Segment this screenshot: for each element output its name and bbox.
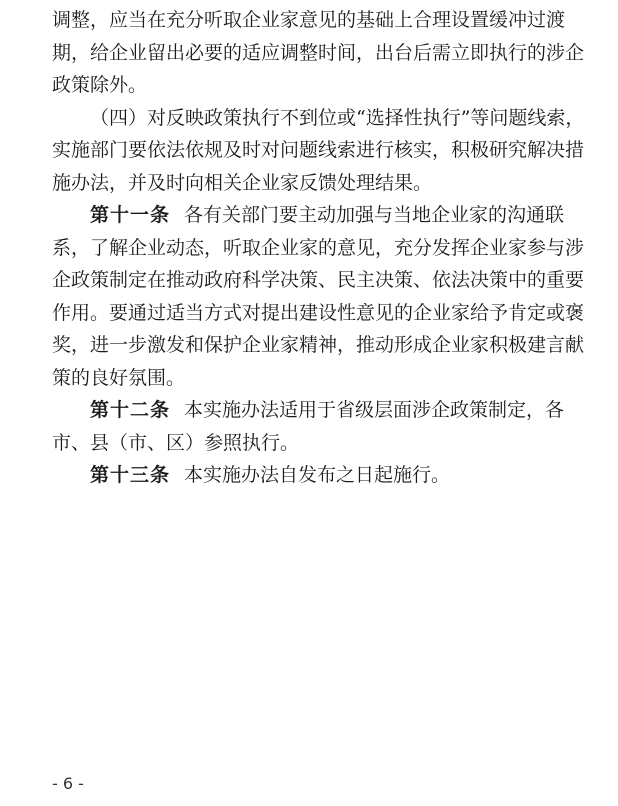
paragraph-line: （四）对反映政策执行不到位或“选择性执行”等问题线索，	[90, 106, 585, 129]
paragraph-line: 奖，进一步激发和保护企业家精神，推动形成企业家积极建言献	[52, 334, 585, 356]
paragraph-line: 系，了解企业动态，听取企业家的意见，充分发挥企业家参与涉	[52, 236, 585, 259]
article-13-first-line	[52, 459, 572, 492]
document-body	[52, 4, 585, 492]
paragraph-line: 实施部门要依法依规及时对问题线索进行核实，积极研究解决措	[52, 139, 585, 161]
article-12-text: 本实施办法适用于省级层面涉企政策制定，各	[184, 399, 565, 421]
page-number: - 6 -	[52, 774, 84, 793]
paragraph-line: 施办法，并及时向相关企业家反馈处理结果。	[52, 171, 433, 194]
paragraph-line: 策的良好氛围。	[52, 366, 186, 389]
article-13-heading: 第十三条	[90, 464, 171, 486]
paragraph-line: 调整，应当在充分听取企业家意见的基础上合理设置缓冲过渡	[52, 9, 566, 31]
article-12-first-line	[52, 394, 572, 427]
article-11-heading: 第十一条	[90, 204, 171, 226]
paragraph-line: 企政策制定在推动政府科学决策、民主决策、依法决策中的重要	[52, 269, 585, 291]
paragraph-line: 政策除外。	[52, 74, 148, 96]
article-13-text: 本实施办法自发布之日起施行。	[184, 464, 451, 486]
article-11-text: 各有关部门要主动加强与当地企业家的沟通联	[184, 204, 565, 226]
paragraph-line: 市、县（市、区）参照执行。	[52, 431, 300, 454]
article-11-first-line	[52, 199, 572, 232]
paragraph-line: 作用。要通过适当方式对提出建设性意见的企业家给予肯定或褒	[52, 301, 585, 324]
article-12-heading: 第十二条	[90, 399, 171, 421]
paragraph-line: 期，给企业留出必要的适应调整时间，出台后需立即执行的涉企	[52, 41, 585, 64]
